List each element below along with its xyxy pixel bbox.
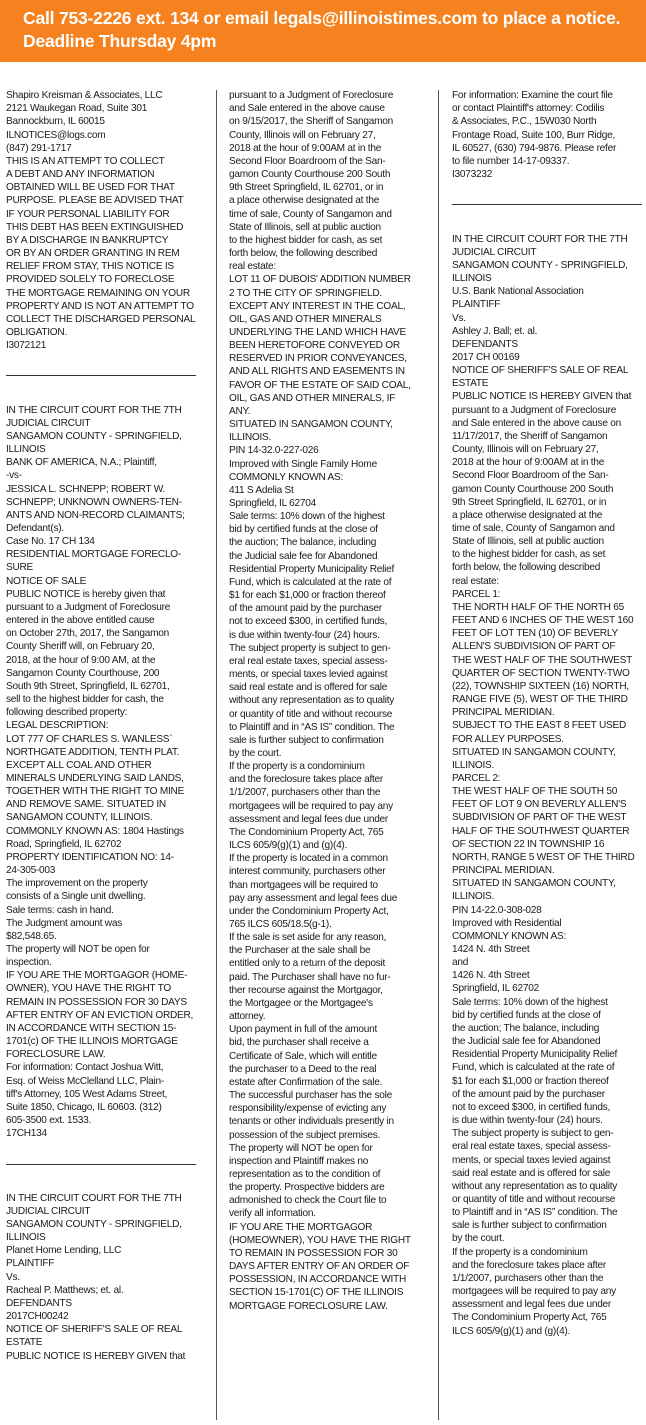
legal-notice: For information: Examine the court file or contact Plaintiff's attorney: Codilis & Associates, P.C., 15W030 North Frontage Road, Suite 100, Burr Ridge, IL 60527, (630) 794-9876. Please refer to file number 14-17-09337. I3073232 (452, 90, 617, 181)
header-banner (0, 0, 646, 62)
notice-separator (6, 1164, 196, 1165)
legal-notice: IN THE CIRCUIT COURT FOR THE 7TH JUDICIAL CIRCUIT SANGAMON COUNTY - SPRINGFIELD, ILLINOIS U.S. Bank National Association PLAINTIFF Vs. Ashley J. Ball; et. al. DEFENDANTS 2017 CH 00169 NOTICE OF SHERIFF'S SALE OF REAL ESTATE PUBLIC NOTICE IS HEREBY GIVEN that pursuant to a Judgment of Foreclosure and Sale entered in the above cause on 11/17/2017, the Sheriff of Sangamon County, Illinois will on February 27, 2018 at the hour of 9:00AM at in the Second Floor Boardroom of the San- gamon County Courthouse 200 South 9th Street Springfield, IL 62701, or in a place otherwise designated at the time of sale, County of Sangamon and State of Illinois, sell at public auction to the highest bidder for cash, as set forth below, the following described real estate: PARCEL 1: THE NORTH HALF OF THE NORTH 65 FEET AND 6 INCHES OF THE WEST 160 FEET OF LOT TEN (10) OF BEVERLY ALLEN'S SUBDIVISION OF PART OF THE WEST HALF OF THE SOUTHWEST QUARTER OF SECTION TWENTY-TWO (22), TOWNSHIP SIXTEEN (16) NORTH, RANGE FIVE (5), WEST OF THE THIRD PRINCIPAL MERIDIAN. SUBJECT TO THE EAST 8 FEET USED FOR ALLEY PURPOSES. SITUATED IN SANGAMON COUNTY, ILLINOIS. PARCEL 2: THE WEST HALF OF THE SOUTH 50 FEET OF LOT 9 ON BEVERLY ALLEN'S SUBDIVISION OF PART OF THE WEST HALF OF THE SOUTHWEST QUARTER OF SECTION 22 IN TOWNSHIP 16 NORTH, RANGE 5 WEST OF THE THIRD PRINCIPAL MERIDIAN. SITUATED IN SANGAMON COUNTY, ILLINOIS. PIN 14-22.0-308-028 Improved with Residential COMMONLY KNOWN AS: 1424 N. 4th Street and 1426 N. 4th Street Springfield, IL 62702 Sale terms: 10% down of the highest bid by certified funds at the close of the auction; The balance, including the Judicial sale fee for Abandoned Residential Property Municipality Relief Fund, which is calculated at the rate of $1 for each $1,000 or fraction thereof of the amount paid by the purchaser not to exceed $300, in certified funds, is due within twenty-four (24) hours. The subject property is subject to gen- eral real estate taxes, special assess- ments, or special taxes levied against said real estate and is offered for sale without any representation as to quality or quantity of title and without recourse to Plaintiff and in “AS IS” condition. The sale is further subject to confirmation by the court. If the property is a condominium and the foreclosure takes place after 1/1/2007, purchasers other than the mortgagees will be required to pay any assessment and legal fees due under The Condominium Property Act, 765 ILCS 605/9(g)(1) and (g)(4). (452, 233, 635, 1337)
legal-notice: IN THE CIRCUIT COURT FOR THE 7TH JUDICIAL CIRCUIT SANGAMON COUNTY - SPRINGFIELD, ILLINOIS Planet Home Lending, LLC PLAINTIFF Vs. Racheal P. Matthews; et. al. DEFENDANTS 2017CH00242 NOTICE OF SHERIFF'S SALE OF REAL ESTATE PUBLIC NOTICE IS HEREBY GIVEN that (6, 1192, 186, 1362)
legal-notices-column-1 (6, 76, 204, 1421)
legal-notice: pursuant to a Judgment of Foreclosure and Sale entered in the above cause on 9/15/2017, the Sheriff of Sangamon County, Illinois will on February 27, 2018 at the hour of 9:00AM at in the Second Floor Boardroom of the San- gamon County Courthouse 200 South 9th Street Springfield, IL 62701, or in a place otherwise designated at the time of sale, County of Sangamon and State of Illinois, sell at public auction to the highest bidder for cash, as set forth below, the following described real estate: LOT 11 OF DUBOIS' ADDITION NUMBER 2 TO THE CITY OF SPRINGFIELD. EXCEPT ANY INTEREST IN THE COAL, OIL, GAS AND OTHER MINERALS UNDERLYING THE LAND WHICH HAVE BEEN HERETOFORE CONVEYED OR RESERVED IN PRIOR CONVEYANCES, AND ALL RIGHTS AND EASEMENTS IN FAVOR OF THE ESTATE OF SAID COAL, OIL, GAS AND OTHER MINERALS, IF ANY. SITUATED IN SANGAMON COUNTY, ILLINOIS. PIN 14-32.0-227-026 Improved with Single Family Home COMMONLY KNOWN AS: 411 S Adelia St Springfield, IL 62704 Sale terms: 10% down of the highest bid by certified funds at the close of the auction; The balance, including the Judicial sale fee for Abandoned Residential Property Municipality Relief Fund, which is calculated at the rate of $1 for each $1,000 or fraction thereof of the amount paid by the purchaser not to exceed $300, in certified funds, is due within twenty-four (24) hours. The subject property is subject to gen- eral real estate taxes, special assess- ments, or special taxes levied against said real estate and is offered for sale without any representation as to quality or quantity of title and without recourse to Plaintiff and in “AS IS” condition. The sale is further subject to confirmation by the court. If the property is a condominium and the foreclosure takes place after 1/1/2007, purchasers other than the mortgagees will be required to pay any assessment and legal fees due under The Condominium Property Act, 765 ILCS 605/9(g)(1) and (g)(4). If the property is located in a common interest community, purchasers other than mortgagees will be required to pay any assessment and legal fees due under the Condominium Property Act, 765 ILCS 605/18.5(g-1). If the sale is set aside for any reason, the Purchaser at the sale shall be entitled only to a return of the deposit paid. The Purchaser shall have no fur- ther recourse against the Mortgagor, the Mortgagee or the Mortgagee's attorney. Upon payment in full of the amount bid, the purchaser shall receive a Certificate of Sale, which will entitle the purchaser to a Deed to the real estate after Confirmation of the sale. The successful purchaser has the sole responsibility/expense of evicting any tenants or other individuals presently in possession of the subject premises. The property will NOT be open for inspection and Plaintiff makes no representation as to the condition of the property. Prospective bidders are admonished to check the Court file to verify all information. IF YOU ARE THE MORTGAGOR (HOMEOWNER), YOU HAVE THE RIGHT TO REMAIN IN POSSESSION FOR 30 DAYS AFTER ENTRY OF AN ORDER OF POSSESSION, IN ACCORDANCE WITH SECTION 15-1701(C) OF THE ILLINOIS MORTGAGE FORECLOSURE LAW. (229, 90, 411, 1312)
legal-notice: IN THE CIRCUIT COURT FOR THE 7TH JUDICIAL CIRCUIT SANGAMON COUNTY - SPRINGFIELD, ILLINOIS BANK OF AMERICA, N.A.; Plaintiff, -vs- JESSICA L. SCHNEPP; ROBERT W. SCHNEPP; UNKNOWN OWNERS-TEN- ANTS AND NON-RECORD CLAIMANTS; Defendant(s). Case No. 17 CH 134 RESIDENTIAL MORTGAGE FORECLO- SURE NOTICE OF SALE PUBLIC NOTICE is hereby given that pursuant to a Judgment of Foreclosure entered in the above entitled cause on October 27th, 2017, the Sangamon County Sheriff will, on February 20, 2018, at the hour of 9:00 AM, at the Sangamon County Courthouse, 200 South 9th Street, Springfield, IL 62701, sell to the highest bidder for cash, the following described property: LEGAL DESCRIPTION: LOT 777 OF CHARLES S. WANLESS` NORTHGATE ADDITION, TENTH PLAT. EXCEPT ALL COAL AND OTHER MINERALS UNDERLYING SAID LANDS, TOGETHER WITH THE RIGHT TO MINE AND REMOVE SAME. SITUATED IN SANGAMON COUNTY, ILLINOIS. COMMONLY KNOWN AS: 1804 Hastings Road, Springfield, IL 62702 PROPERTY IDENTIFICATION NO: 14- 24-305-003 The improvement on the property consists of a Single unit dwelling. Sale terms: cash in hand. The Judgment amount was $82,548.65. The property will NOT be open for inspection. IF YOU ARE THE MORTGAGOR (HOME- OWNER), YOU HAVE THE RIGHT TO REMAIN IN POSSESSION FOR 30 DAYS AFTER ENTRY OF AN EVICTION ORDER, IN ACCORDANCE WITH SECTION 15- 1701(c) OF THE ILLINOIS MORTGAGE FORECLOSURE LAW. For information: Contact Joshua Witt, Esq. of Weiss McClelland LLC, Plain- tiff's Attorney, 105 West Adams Street, Suite 1850, Chicago, IL 60603. (312) 605-3500 ext. 1533. 17CH134 (6, 404, 194, 1140)
column-divider (216, 90, 217, 1420)
notice-separator (452, 204, 642, 205)
banner-contact-line: Call 753-2226 ext. 134 or email legals@illinoistimes.com to place a notice. (23, 8, 621, 28)
legal-notice: Shapiro Kreisman & Associates, LLC 2121 Waukegan Road, Suite 301 Bannockburn, IL 60015 ILNOTICES@logs.com (847) 291-1717 THIS IS AN ATTEMPT TO COLLECT A DEBT AND ANY INFORMATION OBTAINED WILL BE USED FOR THAT PURPOSE. PLEASE BE ADVISED THAT IF YOUR PERSONAL LIABILITY FOR THIS DEBT HAS BEEN EXTINGUISHED BY A DISCHARGE IN BANKRUPTCY OR BY AN ORDER GRANTING IN REM RELIEF FROM STAY, THIS NOTICE IS PROVIDED SOLELY TO FORECLOSE THE MORTGAGE REMAINING ON YOUR PROPERTY AND IS NOT AN ATTEMPT TO COLLECT THE DISCHARGED PERSONAL OBLIGATION. I3072121 (6, 90, 196, 352)
column-divider (438, 90, 439, 1420)
banner-deadline-line: Deadline Thursday 4pm (23, 31, 217, 51)
legal-notices-column-2 (229, 76, 425, 1421)
legal-notices-column-3 (452, 76, 646, 1421)
notice-separator (6, 375, 196, 376)
